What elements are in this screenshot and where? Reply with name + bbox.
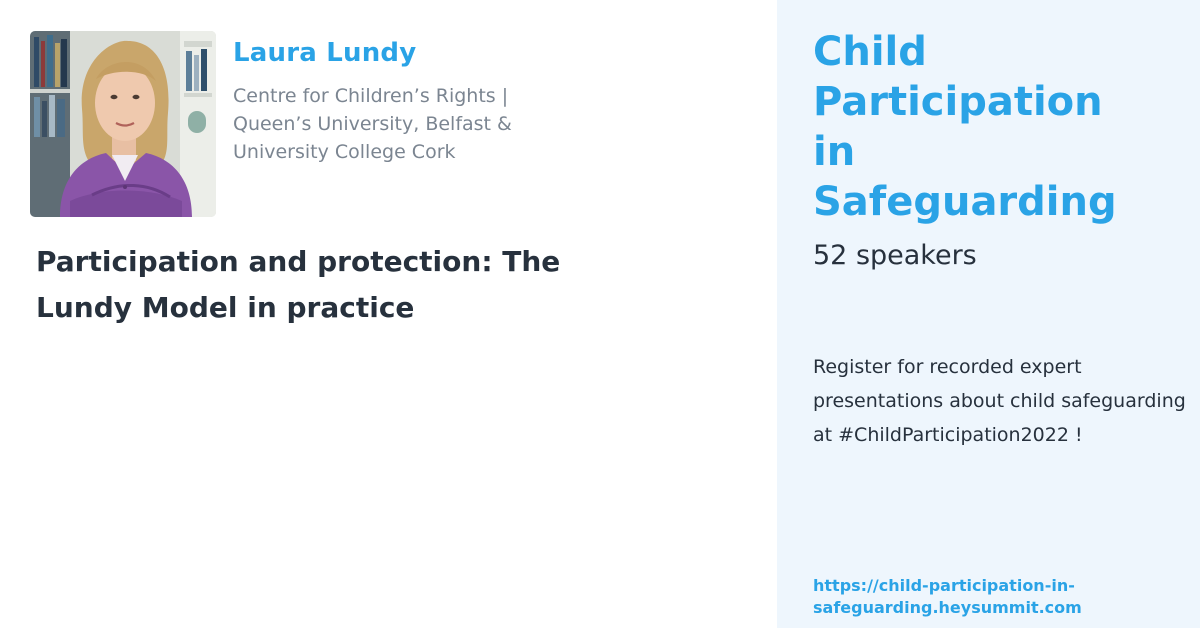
- event-title: Child Participation in Safeguarding: [813, 29, 1117, 225]
- speaker-affiliation: Centre for Children’s Rights | Queen’s University, Belfast & University College Cork: [233, 85, 512, 163]
- event-url-link[interactable]: https://child-participation-in-safeguarding.heysummit.com: [813, 576, 1082, 617]
- event-panel: [777, 0, 1200, 628]
- talk-title: Participation and protection: The Lundy Model in practice: [36, 245, 561, 324]
- speaker-photo: [30, 31, 216, 217]
- speaker-name: Laura Lundy: [233, 38, 417, 68]
- event-description: Register for recorded expert presentations about child safeguarding at #ChildParticipation2022 !: [813, 356, 1186, 446]
- speakers-count: 52 speakers: [813, 240, 977, 271]
